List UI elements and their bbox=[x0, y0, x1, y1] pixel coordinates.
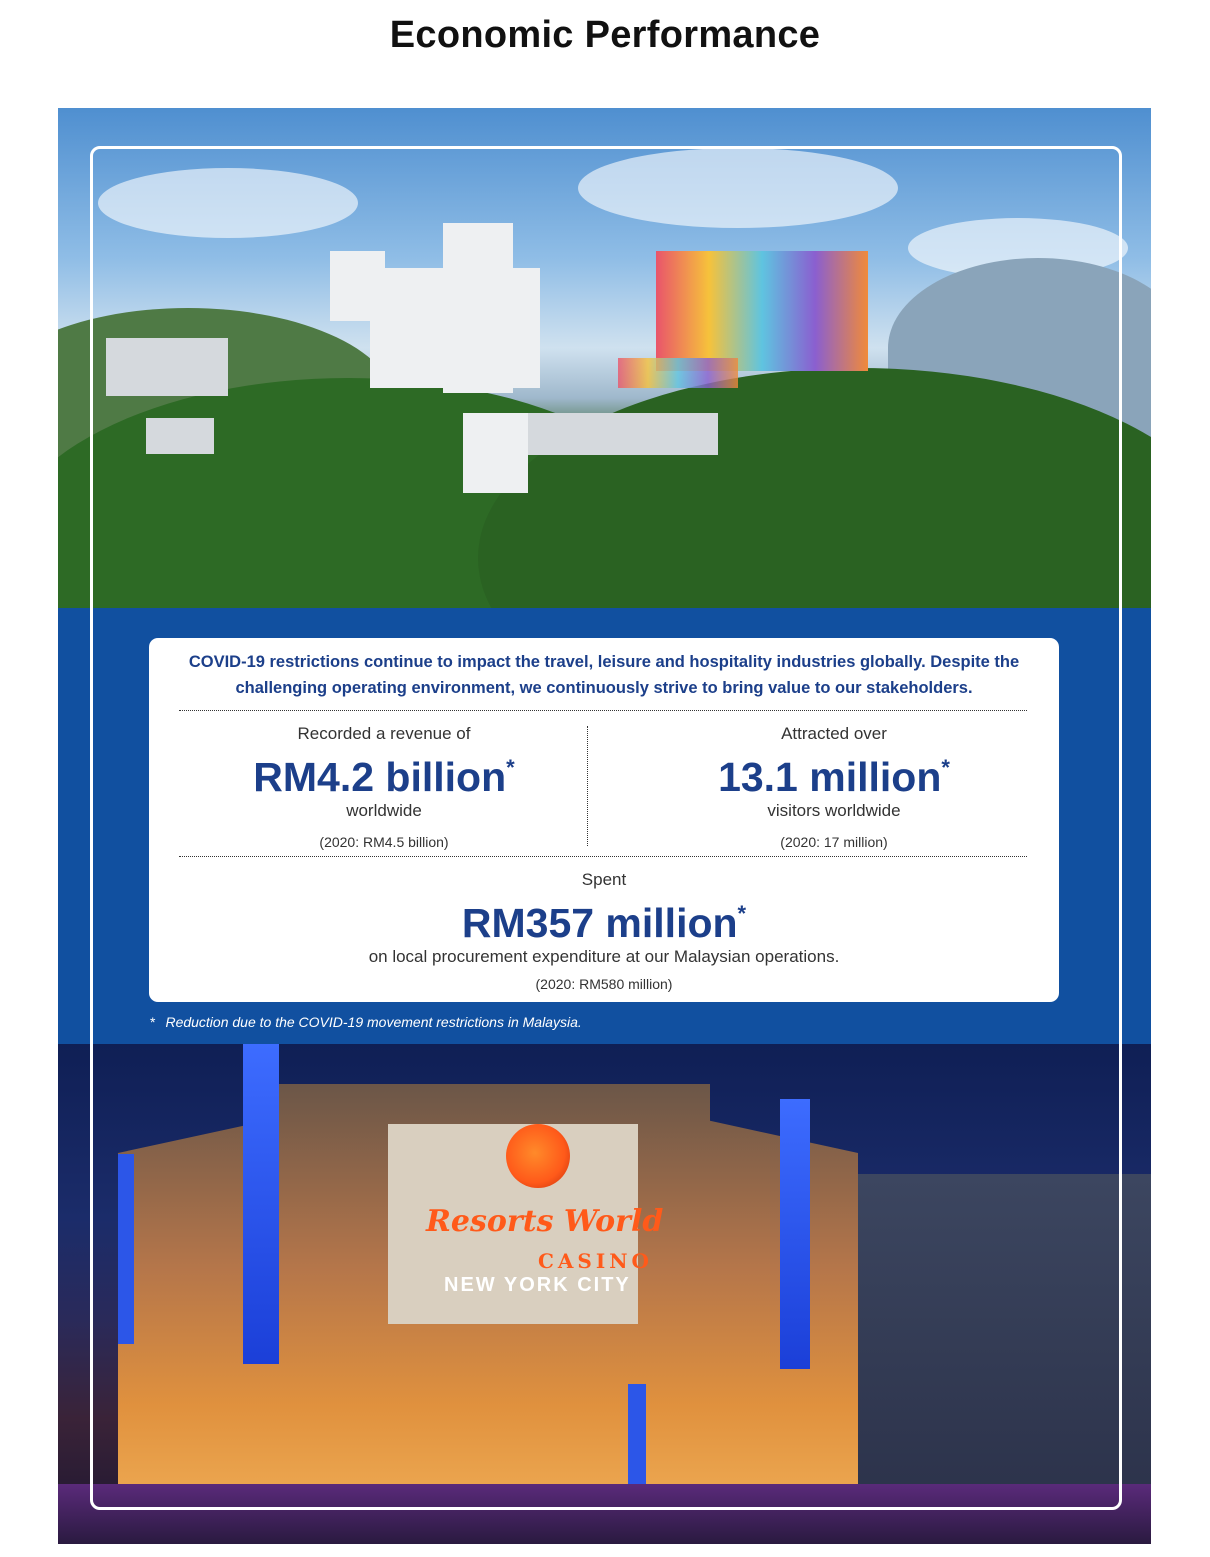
divider bbox=[179, 710, 1027, 711]
sign-casino: CASINO bbox=[538, 1249, 653, 1273]
cloud bbox=[98, 168, 358, 238]
stat-sub: worldwide bbox=[346, 801, 422, 820]
stat-prev: (2020: 17 million) bbox=[780, 834, 888, 850]
cloud bbox=[578, 148, 898, 228]
infographic-panel bbox=[58, 108, 1151, 1544]
hotel-building bbox=[106, 338, 228, 396]
hotel-building bbox=[528, 413, 718, 455]
stat-lead: Attracted over bbox=[781, 724, 887, 743]
visitors-stat bbox=[639, 724, 1029, 851]
entrance bbox=[58, 1484, 1151, 1544]
procurement-stat bbox=[179, 870, 1029, 993]
divider-vertical bbox=[587, 726, 588, 846]
hotel-tower bbox=[443, 223, 513, 393]
blue-light-strip bbox=[118, 1154, 134, 1344]
stats-card bbox=[149, 638, 1059, 1002]
stat-value: RM357 million* bbox=[461, 900, 747, 946]
theme-park-hotel bbox=[656, 251, 868, 371]
stat-prev: (2020: RM4.5 billion) bbox=[319, 834, 449, 850]
blue-light-pillar bbox=[780, 1099, 810, 1369]
stat-sub: on local procurement expenditure at our Malaysian operations. bbox=[368, 947, 840, 966]
hill-resort-photo bbox=[58, 108, 1151, 608]
page-title: Economic Performance bbox=[389, 14, 821, 56]
stat-prev: (2020: RM580 million) bbox=[535, 976, 673, 992]
hotel-building bbox=[330, 251, 385, 321]
resorts-world-logo-icon bbox=[506, 1124, 570, 1188]
sign-brand: Resorts World bbox=[426, 1204, 664, 1239]
divider bbox=[179, 856, 1027, 857]
stat-lead: Recorded a revenue of bbox=[297, 724, 471, 743]
hotel-building bbox=[463, 413, 528, 493]
stat-value: 13.1 million* bbox=[718, 754, 950, 800]
hotel-building bbox=[146, 418, 214, 454]
theme-park bbox=[618, 358, 738, 388]
stat-sub: visitors worldwide bbox=[767, 801, 901, 820]
intro-text: COVID-19 restrictions continue to impact the travel, leisure and hospitality industries globally. Despite the challenging operating environment, we continuously strive to bring value to our stakeholders. bbox=[188, 653, 1020, 697]
blue-light-pillar bbox=[243, 1044, 279, 1364]
stat-value: RM4.2 billion* bbox=[253, 754, 515, 800]
sign-city: NEW YORK CITY bbox=[444, 1274, 631, 1296]
stat-lead: Spent bbox=[581, 870, 627, 889]
casino-photo bbox=[58, 1044, 1151, 1544]
revenue-stat bbox=[189, 724, 579, 851]
footnote: * Reduction due to the COVID-19 movement restrictions in Malaysia. bbox=[150, 1014, 582, 1030]
